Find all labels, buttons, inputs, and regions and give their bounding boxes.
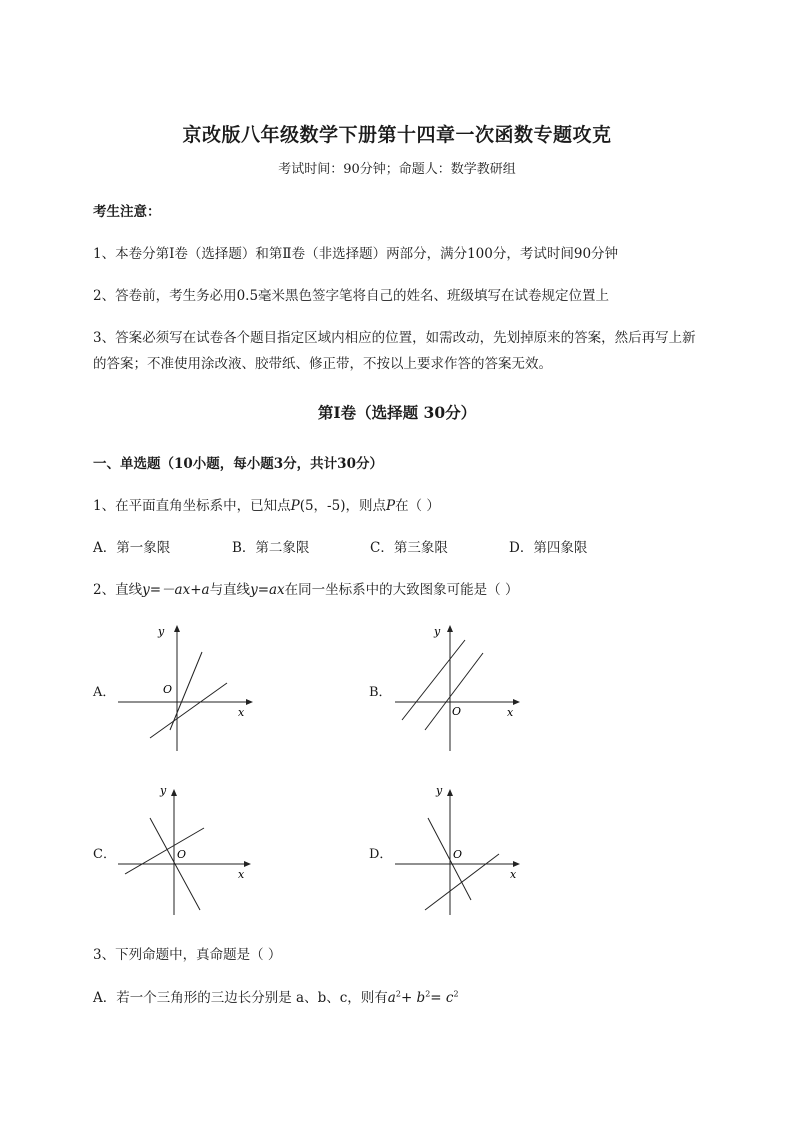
arrow-icon	[246, 699, 253, 705]
q2-eq1: y=－ax+a	[142, 582, 210, 598]
q1-text-b: ，则点	[345, 498, 386, 514]
notice-item-3: 3、答案必须写在试卷各个题目指定区域内相应的位置，如需改动，先划掉原来的答案，然后再写上新	[93, 330, 696, 346]
notice-item-3-cont: 的答案；不准使用涂改液、胶带纸、修正带，不按以上要求作答的答案无效。	[93, 356, 552, 372]
section-title: 第I卷（选择题 30分）	[317, 403, 477, 422]
question-1	[93, 494, 440, 514]
q2-eq2: y=ax	[250, 582, 285, 598]
graph-d-line-2	[425, 854, 499, 910]
graph-label-c: C．	[93, 847, 116, 862]
arrow-icon	[171, 789, 177, 796]
part-heading: 一、单选题（10小题，每小题3分，共计30分）	[93, 456, 383, 472]
notice-heading: 考生注意：	[93, 204, 161, 220]
graph-label-b: B．	[369, 685, 392, 700]
graph-label-d: D．	[369, 847, 393, 862]
graph-d-origin: O	[453, 848, 463, 861]
graph-a-x-label: x	[238, 706, 245, 719]
graph-label-a: A．	[93, 685, 116, 700]
graph-b-y-label: y	[434, 625, 441, 638]
q3-sup-3: 2	[453, 989, 459, 999]
q3-sup-1: 2	[395, 989, 401, 999]
page-subtitle: 考试时间：90分钟；命题人：数学教研组	[278, 162, 516, 177]
graph-b	[387, 618, 537, 758]
q3-formula-c: = c	[430, 990, 454, 1006]
q3-formula-b: + b	[400, 990, 426, 1006]
graph-b-line-2	[425, 653, 483, 730]
arrow-icon	[447, 625, 453, 632]
q3-sup-2: 2	[425, 989, 431, 999]
question-2	[93, 578, 518, 598]
graph-c	[110, 782, 260, 922]
notice-item-1: 1、本卷分第I卷（选择题）和第Ⅱ卷（非选择题）两部分，满分100分，考试时间90分钟	[93, 246, 619, 262]
arrow-icon	[513, 861, 520, 867]
q2-mid: 与直线	[209, 582, 251, 598]
q1-option-a: A．第一象限	[93, 540, 171, 556]
arrow-icon	[447, 789, 453, 796]
page-title: 京改版八年级数学下册第十四章一次函数专题攻克	[182, 124, 612, 146]
graph-c-y-label: y	[160, 784, 167, 797]
q1-coords: (5，-5)	[299, 498, 346, 514]
graph-d-y-label: y	[436, 784, 443, 797]
graph-a-y-label: y	[158, 625, 165, 638]
q2-suffix: 在同一坐标系中的大致图象可能是（ ）	[284, 582, 519, 598]
q1-option-c: C．第三象限	[370, 540, 448, 556]
q2-prefix: 2、直线	[93, 582, 143, 598]
q1-option-b: B．第二象限	[232, 540, 310, 556]
q1-option-d: D．第四象限	[509, 540, 588, 556]
arrow-icon	[174, 625, 180, 632]
q1-text-a: 1、在平面直角坐标系中，已知点	[93, 498, 291, 514]
notice-item-2: 2、答卷前，考生务必用0.5毫米黑色签字笔将自己的姓名、班级填写在试卷规定位置上	[93, 288, 610, 304]
q3-option-a-text: A．若一个三角形的三边长分别是 a、b、c，则有	[93, 990, 388, 1006]
q1-text-c: 在（ ）	[395, 498, 440, 514]
q3-formula-a: a	[387, 990, 396, 1006]
question-3: 3、下列命题中，真命题是（ ）	[93, 947, 282, 963]
graph-c-line-2	[125, 828, 204, 874]
graph-b-x-label: x	[507, 706, 514, 719]
graph-d-x-label: x	[510, 868, 517, 881]
graph-c-x-label: x	[238, 868, 245, 881]
arrow-icon	[513, 699, 520, 705]
graph-a	[110, 618, 260, 758]
q3-option-a	[93, 986, 459, 1006]
graph-b-origin: O	[452, 705, 462, 718]
q1-point-var: P	[290, 498, 300, 514]
graph-c-origin: O	[177, 848, 187, 861]
graph-a-origin: O	[163, 683, 173, 696]
graph-a-line-2	[150, 683, 227, 738]
graph-a-line-1	[170, 652, 202, 730]
q1-point-var2: P	[385, 498, 396, 514]
arrow-icon	[244, 861, 251, 867]
graph-d	[387, 782, 537, 922]
